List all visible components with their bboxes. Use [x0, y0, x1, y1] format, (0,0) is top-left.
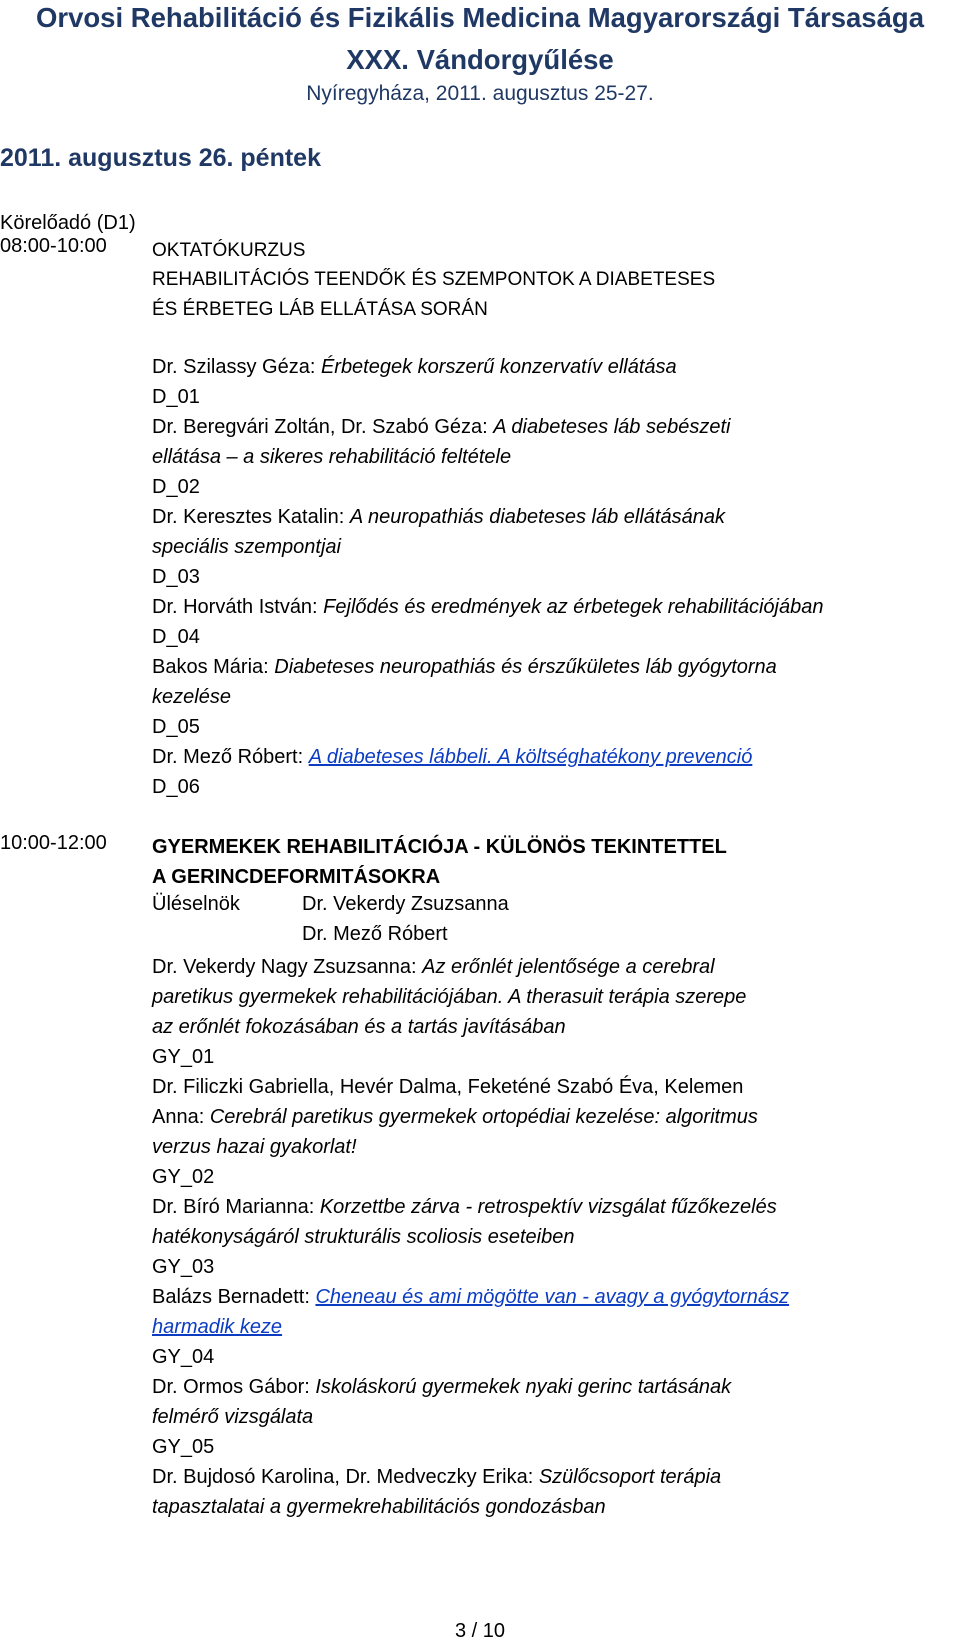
talk-title: tapasztalatai a gyermekrehabilitációs gondozásban [152, 1496, 606, 1518]
talk-code: GY_05 [152, 1436, 215, 1458]
talk-authors: Bakos Mária: [152, 656, 275, 678]
document-subtitle: XXX. Vándorgyűlése [346, 44, 614, 75]
talk-code: GY_01 [152, 1046, 215, 1068]
chair-label: Üléselnök [152, 893, 240, 915]
document-title: Orvosi Rehabilitáció és Fizikális Medicina Magyarországi Társasága [36, 2, 924, 33]
talk-title: A diabeteses láb sebészeti [493, 416, 731, 438]
talk-title: Érbetegek korszerű konzervatív ellátása [320, 356, 677, 378]
talk-title: az erőnlét fokozásában és a tartás javításában [152, 1016, 566, 1038]
day-heading: 2011. augusztus 26. péntek [0, 144, 321, 172]
talk-title: Korzettbe zárva - retrospektív vizsgálat fűzőkezelés [319, 1196, 777, 1218]
talk-authors: Dr. Mező Róbert: [152, 746, 309, 768]
talk-authors: Dr. Keresztes Katalin: [152, 506, 350, 528]
talk-authors: Dr. Bujdosó Karolina, Dr. Medveczky Erika: [152, 1466, 539, 1488]
talk-line [152, 1102, 758, 1133]
talk-line [152, 1282, 789, 1313]
talk-authors: Anna: [152, 1106, 210, 1128]
talk-title: speciális szempontjai [152, 536, 341, 558]
talk-code: D_03 [152, 566, 200, 588]
talk-title-link[interactable]: Cheneau és ami mögötte van - avagy a gyógytornász [315, 1286, 790, 1308]
session-title-line: REHABILITÁCIÓS TEENDŐK ÉS SZEMPONTOK A DIABETESES [152, 269, 716, 290]
talk-line [152, 1462, 721, 1493]
talk-line [152, 592, 823, 623]
talk-line [152, 652, 777, 683]
talk-code: D_06 [152, 776, 200, 798]
talk-title: paretikus gyermekek rehabilitációjában. A therasuit terápia szerepe [152, 986, 747, 1008]
session-title-line: OKTATÓKURZUS [152, 240, 306, 261]
talk-title: Az erőnlét jelentősége a cerebral [422, 956, 715, 978]
talk-title: Diabeteses neuropathiás és érszűkületes láb gyógytorna [274, 656, 777, 678]
talk-line [152, 502, 725, 533]
talk-title: ellátása – a sikeres rehabilitáció feltétele [152, 446, 512, 468]
session-title-line: ÉS ÉRBETEG LÁB ELLÁTÁSA SORÁN [152, 299, 488, 320]
talk-line [152, 742, 752, 773]
session-time: 08:00-10:00 [0, 235, 107, 257]
talk-authors: Dr. Ormos Gábor: [152, 1376, 316, 1398]
talk-authors: Balázs Bernadett: [152, 1286, 316, 1308]
chair-name: Dr. Vekerdy Zsuzsanna [302, 893, 509, 915]
session-time: 10:00-12:00 [0, 832, 107, 854]
talk-authors: Dr. Szilassy Géza: [152, 356, 321, 378]
talk-title: Szülőcsoport terápia [538, 1466, 722, 1488]
talk-authors: Dr. Vekerdy Nagy Zsuzsanna: [152, 956, 423, 978]
talk-line [152, 412, 730, 443]
talk-title: verzus hazai gyakorlat! [152, 1136, 357, 1158]
session-title-line: GYERMEKEK REHABILITÁCIÓJA - KÜLÖNÖS TEKINTETTEL [152, 836, 727, 858]
talk-authors: Dr. Bíró Marianna: [152, 1196, 320, 1218]
room-label: Körelőadó (D1) [0, 212, 136, 234]
talk-title: kezelése [152, 686, 231, 708]
talk-code: GY_02 [152, 1166, 215, 1188]
talk-title: A neuropathiás diabeteses láb ellátásának [349, 506, 725, 528]
talk-authors: Dr. Horváth István: [152, 596, 324, 618]
talk-title: Fejlődés és eredmények az érbetegek rehabilitációjában [323, 596, 824, 618]
talk-code: D_05 [152, 716, 200, 738]
chair-name: Dr. Mező Róbert [302, 923, 448, 945]
place-date: Nyíregyháza, 2011. augusztus 25-27. [306, 82, 654, 105]
talk-line [152, 1372, 731, 1403]
talk-title: hatékonyságáról strukturális scoliosis eseteiben [152, 1226, 575, 1248]
talk-code: D_04 [152, 626, 200, 648]
talk-code: GY_03 [152, 1256, 215, 1278]
talk-line [152, 952, 715, 983]
talk-line [152, 352, 677, 383]
talk-title: Cerebrál paretikus gyermekek ortopédiai kezelése: algoritmus [209, 1106, 758, 1128]
talk-code: D_02 [152, 476, 200, 498]
talk-code: GY_04 [152, 1346, 215, 1368]
talk-authors: Dr. Beregvári Zoltán, Dr. Szabó Géza: [152, 416, 494, 438]
talk-code: D_01 [152, 386, 200, 408]
talk-line [152, 1192, 777, 1223]
talk-title: Iskoláskorú gyermekek nyaki gerinc tartásának [315, 1376, 732, 1398]
page-number: 3 / 10 [454, 1620, 506, 1642]
talk-authors: Dr. Filiczki Gabriella, Hevér Dalma, Feketéné Szabó Éva, Kelemen [152, 1076, 744, 1098]
session-title-line: A GERINCDEFORMITÁSOKRA [152, 866, 441, 888]
talk-title: felmérő vizsgálata [152, 1406, 314, 1428]
talk-title-link[interactable]: A diabeteses lábbeli. A költséghatékony prevenció [308, 746, 753, 768]
talk-title-link[interactable]: harmadik keze [152, 1316, 283, 1338]
